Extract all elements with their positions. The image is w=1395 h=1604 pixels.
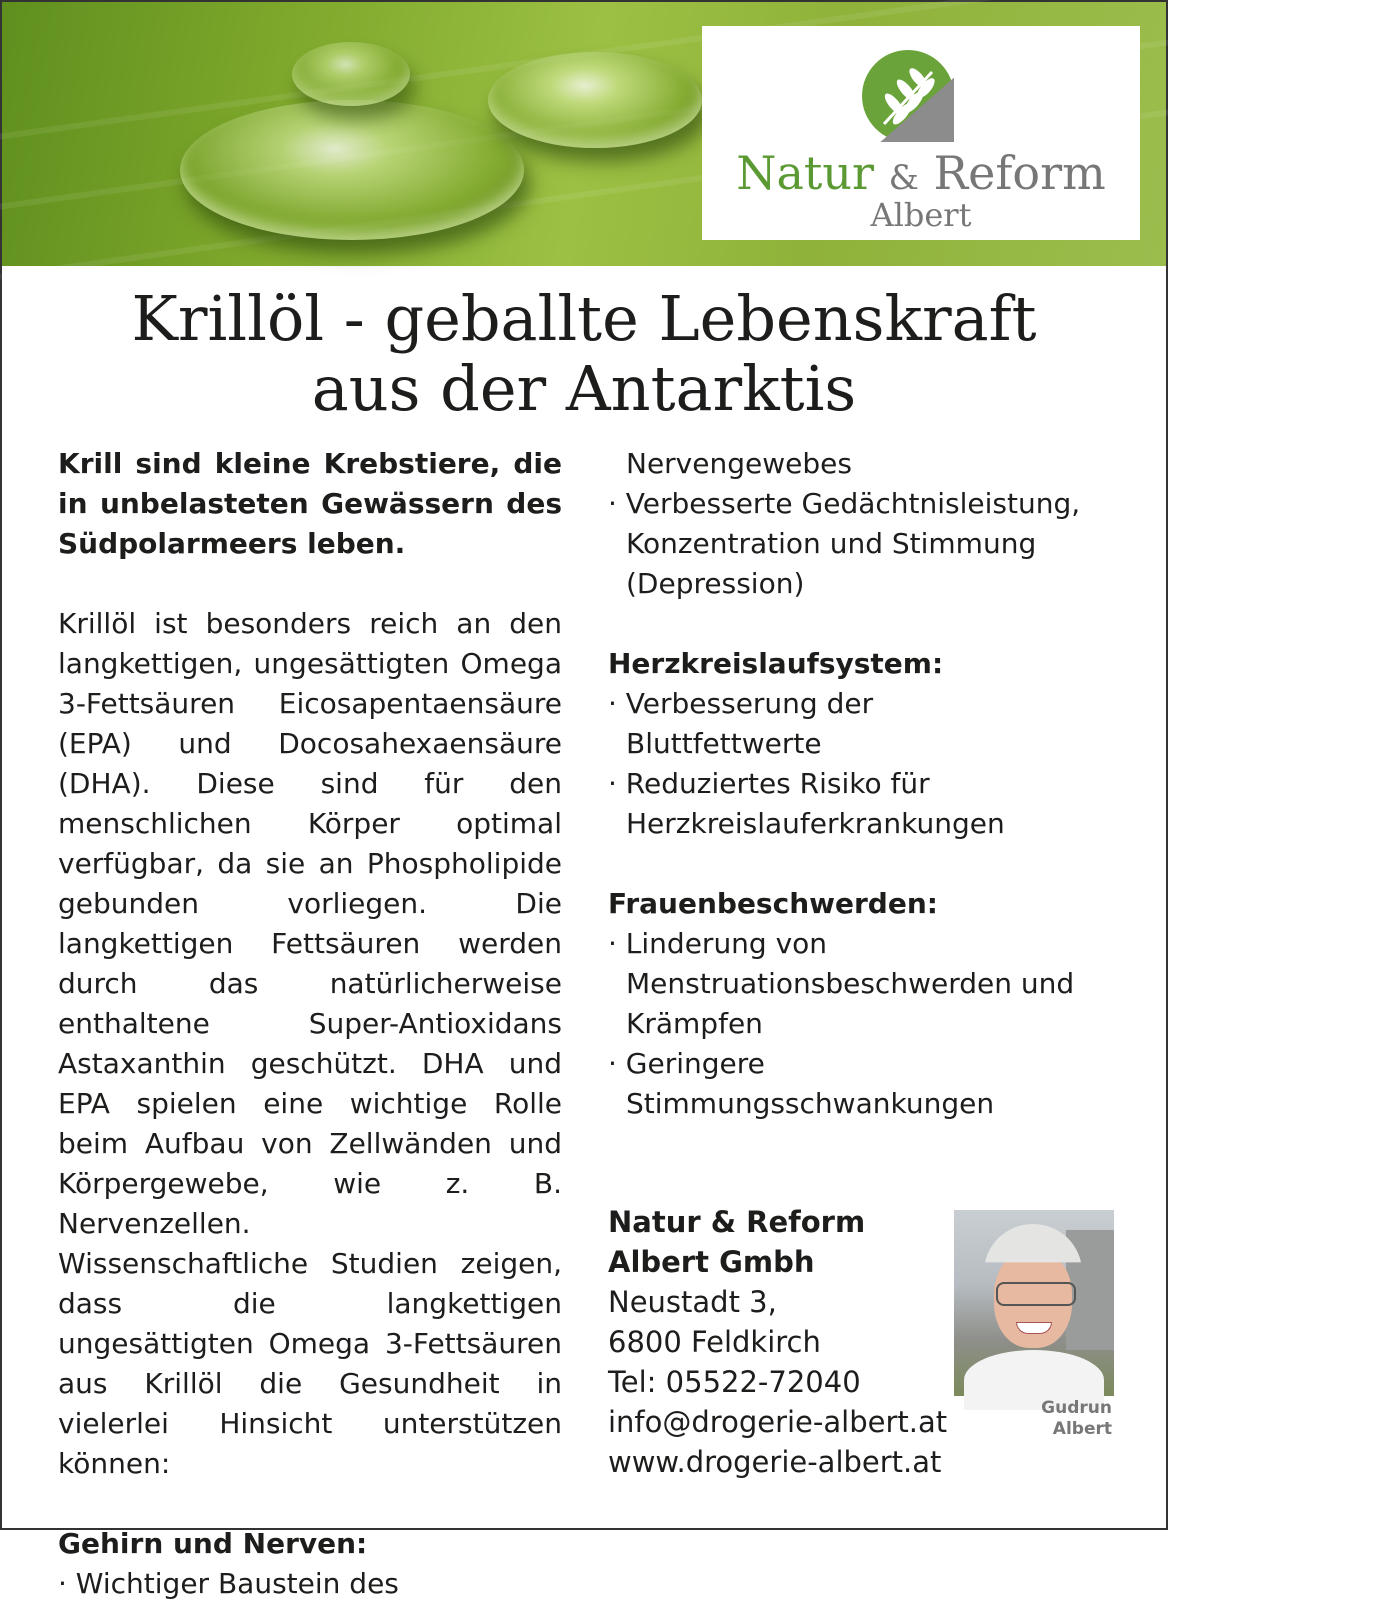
bullet-item: · Verbesserung der Bluttfettwerte — [608, 687, 874, 760]
header-banner — [2, 2, 1166, 266]
address-city: 6800 Feldkirch — [608, 1325, 821, 1359]
page-title-line1: Krillöl - geballte Lebenskraft — [131, 282, 1037, 355]
intro-lead: Krill sind kleine Krebstiere, die in unbelasteten Gewässern des Südpolarmeers leben. — [58, 447, 562, 560]
logo-name-part1: Natur — [736, 146, 875, 200]
logo-title — [702, 146, 1140, 200]
logo-ampersand: & — [888, 158, 919, 198]
logo — [702, 26, 1140, 240]
bullet-item-continuation: Nervengewebes — [626, 447, 852, 480]
body-paragraph-studies: Wissenschaftliche Studien zeigen, dass die langkettigen ungesättigten Omega 3-Fettsäuren aus Krillöl die Gesundheit in vielerlei Hinsicht unterstützen können: — [58, 1247, 562, 1480]
photo-caption-last-name: Albert — [1052, 1419, 1112, 1439]
email-address: info@drogerie-albert.at — [608, 1405, 948, 1439]
portrait-photo — [954, 1210, 1114, 1396]
water-drop-medium — [488, 52, 702, 148]
logo-subtitle: Albert — [870, 196, 972, 234]
section-heading-women: Frauenbeschwerden: — [608, 887, 938, 920]
water-drop-large — [180, 100, 524, 240]
photo-caption — [1012, 1398, 1112, 1440]
bullet-item: · Reduziertes Risiko für Herzkreislauferkrankungen — [608, 767, 1005, 840]
photo-caption-first-name: Gudrun — [1041, 1398, 1112, 1418]
company-name-line1: Natur & Reform — [608, 1205, 866, 1239]
bullet-item: · Geringere Stimmungsschwankungen — [608, 1047, 995, 1120]
section-heading-brain: Gehirn und Nerven: — [58, 1527, 368, 1560]
logo-name-part2: Reform — [933, 146, 1106, 200]
section-heading-heart: Herzkreislaufsystem: — [608, 647, 944, 680]
right-column — [608, 444, 1148, 1124]
website-url: www.drogerie-albert.at — [608, 1445, 942, 1479]
water-drop-small — [292, 42, 410, 106]
bullet-item: · Wichtiger Baustein des — [58, 1567, 399, 1600]
company-name-line2: Albert Gmbh — [608, 1245, 815, 1279]
phone-number: Tel: 05522-72040 — [608, 1365, 861, 1399]
contact-block — [608, 1202, 947, 1482]
left-column — [58, 444, 562, 1604]
page-title — [2, 284, 1166, 424]
address-street: Neustadt 3, — [608, 1285, 777, 1319]
body-paragraph: Krillöl ist besonders reich an den langkettigen, ungesättigten Omega 3-Fettsäuren Eicosapentaensäure (EPA) und Docosahexaensäure (DHA). Diese sind für den menschlichen Körper optimal verfügbar, da sie an Phospholipide gebunden vorliegen. Die langkettigen Fettsäuren werden durch das natürlicherweise enthaltene Super-Antioxidans Astaxanthin geschützt. DHA und EPA spielen eine wichtige Rolle beim Aufbau von Zellwänden und Körpergewebe, wie z. B. Nervenzellen. — [58, 607, 562, 1240]
bullet-item: · Linderung von Menstruationsbeschwerden und Krämpfen — [608, 927, 1075, 1040]
leaf-branch-icon — [862, 50, 954, 142]
bullet-item: · Verbesserte Gedächtnisleistung, Konzentration und Stimmung (Depression) — [608, 487, 1081, 600]
page-title-line2: aus der Antarktis — [311, 352, 857, 425]
